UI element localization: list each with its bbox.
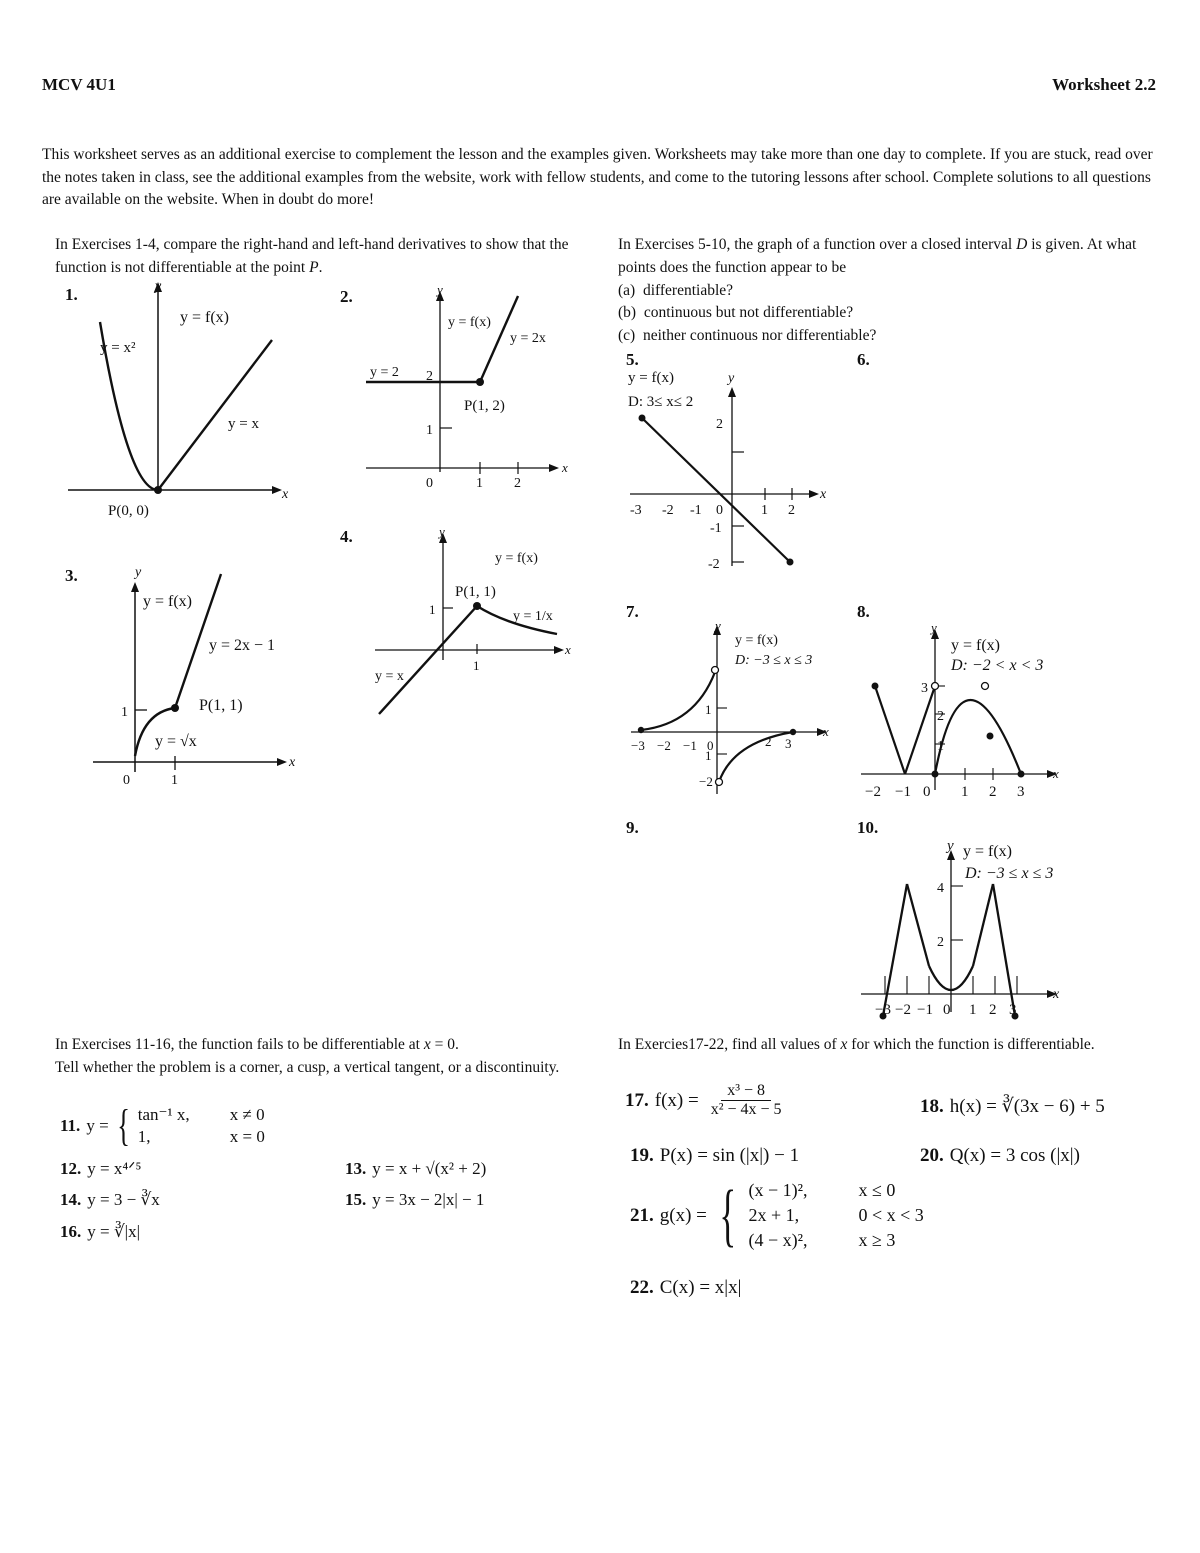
section4-instructions: In Exercies17-22, find all values of x for which the function is differentiable. [618, 1036, 1095, 1053]
graph-8-tick-x-2: −2 [865, 784, 881, 800]
graph-10-tick-x0: 0 [943, 1002, 951, 1018]
graph-10-left-rise [883, 884, 907, 1016]
graph-10-left-fall [907, 884, 929, 966]
graph-3-number: 3. [65, 566, 78, 585]
graph-8-closed-bottom [932, 771, 939, 778]
graph-8-hole [982, 683, 989, 690]
graph-5-f-label: y = f(x) [628, 370, 674, 386]
graph-10-right-rise [973, 884, 993, 966]
problem-16: 16. y = ∛|x| [60, 1222, 140, 1241]
graph-2-x-label: x [562, 460, 568, 475]
graph-2-tick-x2: 2 [514, 476, 521, 491]
graph-2-number: 2. [340, 287, 353, 306]
graph-5-tick-x-3: -3 [630, 503, 642, 518]
problem-15: 15. y = 3x − 2|x| − 1 [345, 1190, 485, 1209]
graph-2-f-label: y = f(x) [448, 315, 491, 330]
graph-5-tick-y-1: -1 [710, 521, 722, 536]
graph-1-y-label: y [155, 280, 162, 294]
graph-3 [85, 560, 315, 800]
graph-1-left-label: y = x² [100, 340, 136, 356]
graph-2 [360, 282, 590, 492]
graph-10-domain-label: D: −3 ≤ x ≤ 3 [965, 865, 1054, 882]
graph-3-y-label: y [135, 565, 142, 580]
problem-19: 19. P(x) = sin (|x|) − 1 [630, 1145, 800, 1166]
problem-20: 20. Q(x) = 3 cos (|x|) [920, 1145, 1080, 1166]
graph-1 [60, 280, 320, 530]
graph-5-tick-x1: 1 [761, 503, 768, 518]
left-instructions: In Exercises 1-4, compare the right-hand and left-hand derivatives to show that the function is not differentiable at the point P. [55, 236, 569, 276]
graph-7-open-point-2 [716, 779, 723, 786]
problem-22: 22. C(x) = x|x| [630, 1277, 742, 1298]
graph-5-line [642, 418, 790, 562]
graph-4-x-label: x [565, 642, 571, 657]
graph-8-left-up [905, 686, 935, 774]
graph-2-point-label: P(1, 2) [464, 398, 505, 414]
problem-13: 13. y = x + √(x² + 2) [345, 1159, 487, 1178]
graph-4-tick-y1: 1 [429, 602, 436, 617]
graph-10-right-fall [993, 884, 1015, 1016]
graph-10-tick-x2: 2 [989, 1002, 997, 1018]
graph-8-tick-y3: 3 [921, 681, 928, 696]
graph-7-number: 7. [626, 602, 639, 621]
graph-7-tick-y1: 1 [705, 702, 712, 717]
graph-3-tick-x0: 0 [123, 773, 130, 788]
graph-7-open-point [712, 667, 719, 674]
graph-3-f-label: y = f(x) [143, 593, 193, 610]
graph-2-point [476, 378, 484, 386]
graph-8-tick-x3: 3 [1017, 784, 1025, 800]
graph-5-tick-y2: 2 [716, 417, 723, 432]
intro-paragraph: This worksheet serves as an additional exercise to complement the lesson and the examples given. Worksheets may take more than one day to complete. If you are stuck, read over the notes taken in class, see the additional examples from the website, work with fellow students, and come to the tutoring lessons after school. Complete solutions to all questions are available on the website. When in doubt do more! [42, 146, 1153, 208]
option-c: (c) neither continuous nor differentiable? [618, 327, 877, 344]
graph-5-tick-x-1: -1 [690, 503, 702, 518]
graph-8-domain-label: D: −2 < x < 3 [951, 657, 1044, 674]
graph-8-tick-x-1: −1 [895, 784, 911, 800]
graph-8-y-label: y [931, 620, 937, 635]
graph-8-left-down [875, 686, 905, 774]
problem-14: 14. y = 3 − ∛x [60, 1190, 160, 1209]
option-b: (b) continuous but not differentiable? [618, 304, 854, 321]
graph-7-right-endpoint [790, 729, 796, 735]
graph-8-left-endpoint [872, 683, 879, 690]
course-code: MCV 4U1 [42, 75, 116, 94]
graph-7-x-label: x [823, 724, 829, 739]
graph-7-domain-label: D: −3 ≤ x ≤ 3 [735, 653, 813, 668]
graph-7-tick-x0: 0 [707, 738, 714, 753]
graph-2-tick-y2: 2 [426, 369, 433, 384]
graph-3-x-label: x [289, 755, 296, 770]
graph-7-tick-y-1: 1 [705, 748, 712, 763]
graph-5-domain-label: D: 3≤ x≤ 2 [628, 394, 694, 410]
graph-8 [855, 618, 1075, 808]
graph-10-number: 10. [857, 818, 879, 837]
problem-17: 17. f(x) = $\frac{\text{x³ − 8}}{\text{x² − 4x − 5}}$ [625, 1082, 782, 1118]
graph-7-right-curve [719, 732, 793, 782]
graph-4-right-label: y = 1/x [513, 609, 553, 624]
graph-1-x-label: x [282, 487, 289, 502]
graph-5-tick-y-2: -2 [708, 557, 720, 572]
graph-8-parabola [935, 700, 1021, 774]
graph-10-tick-x1: 1 [969, 1002, 977, 1018]
graph-5-tick-x-2: -2 [662, 503, 674, 518]
graph-8-tick-y2: 2 [937, 709, 944, 724]
graph-8-tick-y1: 1 [937, 739, 944, 754]
graph-8-isolated-point [987, 733, 994, 740]
graph-5-tick-x0: 0 [716, 503, 723, 518]
graph-10-tick-x-1: −1 [917, 1002, 933, 1018]
graph-1-point [154, 486, 162, 494]
graph-1-point-label: P(0, 0) [108, 503, 149, 519]
graph-5-y-label: y [728, 371, 735, 386]
graph-1-number: 1. [65, 285, 78, 304]
graph-4-tick-x1: 1 [473, 658, 480, 673]
graph-5-x-label: x [820, 487, 827, 502]
section3-instructions: In Exercises 11-16, the function fails to be differentiable at x = 0. Tell whether the problem is a corner, a cusp, a vertical tangent, or a discontinuity. [55, 1036, 560, 1076]
worksheet-title: Worksheet 2.2 [1052, 75, 1156, 94]
graph-5 [620, 366, 835, 576]
graph-7-tick-x3: 3 [785, 736, 792, 751]
graph-4-y-label: y [439, 524, 445, 539]
graph-4 [365, 520, 590, 720]
graph-2-tick-x0: 0 [426, 476, 433, 491]
graph-2-tick-x1: 1 [476, 476, 483, 491]
graph-4-number: 4. [340, 527, 353, 546]
graph-10-tick-x3: 3 [1009, 1002, 1017, 1018]
graph-8-number: 8. [857, 602, 870, 621]
graph-3-tick-y1: 1 [121, 705, 128, 720]
graph-9-number: 9. [626, 818, 639, 837]
graph-7-tick-y-2: −2 [699, 774, 713, 789]
graph-10-tick-y4: 4 [937, 881, 944, 896]
graph-3-right-label: y = 2x − 1 [209, 637, 276, 654]
graph-5-left-endpoint [639, 415, 646, 422]
graph-6-number: 6. [857, 350, 870, 369]
graph-7-f-label: y = f(x) [735, 633, 778, 648]
graph-7-tick-x-3: −3 [631, 738, 645, 753]
graph-2-tick-y1: 1 [426, 423, 433, 438]
graph-5-tick-x2: 2 [788, 503, 795, 518]
graph-10-tick-y2: 2 [937, 935, 944, 950]
graph-8-x-label: x [1053, 766, 1059, 781]
graph-4-left-label: y = x [375, 669, 404, 684]
graph-3-point-label: P(1, 1) [199, 697, 243, 714]
problem-18: 18. h(x) = ∛(3x − 6) + 5 [920, 1096, 1105, 1117]
graph-8-open-top [932, 683, 939, 690]
graph-3-left-label: y = √x [155, 733, 197, 750]
graph-8-tick-x0: 0 [923, 784, 931, 800]
problem-21: 21. g(x) = { (x − 1)², x ≤ 0 2x + 1, 0 < x < 3 (4 − x)², x ≥ 3 [630, 1176, 924, 1254]
problem-11: 11. y = { tan⁻¹ x, x ≠ 0 1, x = 0 [60, 1101, 265, 1150]
problem-12: 12. y = x⁴ᐟ⁵ [60, 1159, 142, 1178]
graph-2-y-label: y [437, 282, 443, 297]
graph-10-y-label: y [947, 838, 954, 854]
graph-10-x-label: x [1053, 987, 1060, 1002]
graph-7-tick-x-1: −1 [683, 738, 697, 753]
graph-7-y-label: y [715, 620, 721, 633]
graph-10-f-label: y = f(x) [963, 843, 1013, 860]
graph-3-point [171, 704, 179, 712]
graph-10-tick-x-3: −3 [875, 1002, 891, 1018]
graph-8-f-label: y = f(x) [951, 637, 1001, 654]
graph-1-right-label: y = x [228, 416, 259, 432]
graph-8-tick-x2: 2 [989, 784, 997, 800]
graph-4-left-line [379, 606, 477, 714]
graph-7 [625, 620, 840, 800]
graph-1-line [158, 340, 272, 490]
graph-3-tick-x1: 1 [171, 773, 178, 788]
graph-8-tick-x1: 1 [961, 784, 969, 800]
right-instructions: In Exercises 5-10, the graph of a function over a closed interval D is given. At what points does the function appear to be [618, 236, 1137, 276]
graph-7-left-endpoint [638, 727, 644, 733]
option-a: (a) differentiable? [618, 282, 734, 299]
graph-1-f-label: y = f(x) [180, 309, 230, 326]
graph-5-right-endpoint [787, 559, 794, 566]
graph-4-f-label: y = f(x) [495, 551, 538, 566]
graph-2-left-label: y = 2 [370, 365, 399, 380]
graph-5-number: 5. [626, 350, 639, 369]
graph-10 [855, 836, 1075, 1026]
graph-4-point [473, 602, 481, 610]
graph-4-point-label: P(1, 1) [455, 584, 496, 600]
graph-7-tick-x-2: −2 [657, 738, 671, 753]
graph-8-right-endpoint [1018, 771, 1025, 778]
graph-2-right-label: y = 2x [510, 331, 546, 346]
graph-10-tick-x-2: −2 [895, 1002, 911, 1018]
graph-7-tick-x2: 2 [765, 734, 772, 749]
graph-7-left-curve [641, 672, 715, 730]
